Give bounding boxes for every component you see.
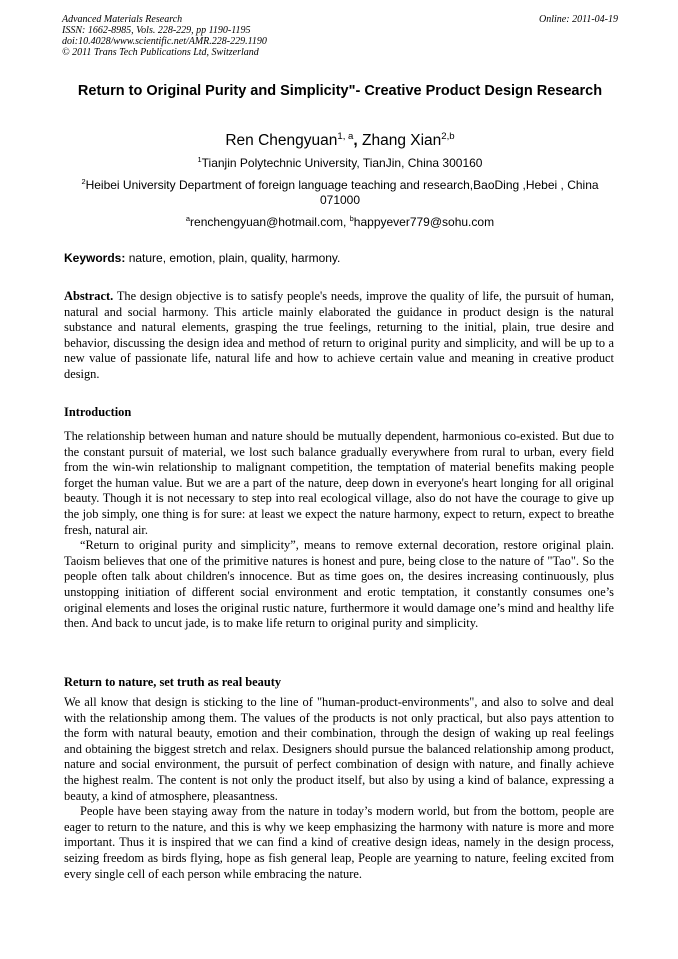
- author-emails: [62, 215, 618, 230]
- keywords: [64, 251, 618, 266]
- paper-title: Return to Original Purity and Simplicity"- Creative Product Design Research: [77, 83, 603, 99]
- journal-header: [62, 14, 618, 58]
- author-line: [62, 131, 618, 151]
- paragraph: We all know that design is sticking to the line of "human-product-environments", and also to solve and deal with the relationship among them. The values of the products is not only practical, but also pays attention to the form with natural beauty, emotion and their combination, through the design of waking up real feelings and obtaining the biggest stretch and relax. Designers should pursue the balanced relationship among product, nature and social environment, the pursuit of perfect combination of design with nature, and finally achieve the highest realm. The content is not only the product itself, but also by using a kind of balance, expressing a beauty, a kind of atmosphere, pleasantness.: [64, 695, 614, 803]
- section-body: [64, 695, 614, 882]
- affiliation-mark: 1: [197, 155, 202, 165]
- affiliation-2: [62, 178, 618, 208]
- keywords-text: nature, emotion, plain, quality, harmony.: [128, 251, 341, 265]
- email-address: renchengyuan@hotmail.com,: [190, 215, 347, 229]
- abstract-text: The design objective is to satisfy people's needs, improve the quality of life, the pursuit of human, natural and social harmony. This article mainly elaborated the guidance in product design is the natural substance and natural elements, grasping the true feelings, returning to the initial, plain, true desire and behavior, discussing the design idea and method of return to original purity and simplicity, and will be up to a new value of passionate life, natural life and how to achieve certain value and meaning in creative product design.: [64, 289, 614, 381]
- affiliation-mark: 2: [81, 177, 86, 187]
- affiliation-1: [62, 156, 618, 171]
- affiliation-text: Heibei University Department of foreign language teaching and research,BaoDing ,Hebei , China 071000: [85, 178, 599, 207]
- section-heading: Introduction: [64, 405, 132, 419]
- journal-name: Advanced Materials Research: [62, 14, 183, 25]
- email-mark: a: [185, 214, 191, 224]
- affiliation-text: Tianjin Polytechnic University, TianJin, China 300160: [201, 156, 483, 170]
- author-name: Ren Chengyuan: [225, 132, 338, 149]
- author-name: Zhang Xian: [362, 132, 442, 149]
- section-body: [64, 429, 614, 632]
- section-heading: Return to nature, set truth as real beauty: [64, 675, 282, 689]
- journal-copyright: © 2011 Trans Tech Publications Ltd, Switzerland: [62, 47, 259, 58]
- email-address: happyever779@sohu.com: [353, 215, 495, 229]
- email-mark: b: [349, 214, 354, 224]
- author-affiliation-mark: 1, a: [337, 130, 354, 142]
- journal-issn: ISSN: 1662-8985, Vols. 228-229, pp 1190-1195: [62, 25, 251, 36]
- paragraph: People have been staying away from the nature in today’s modern world, but from the bottom, people are eager to return to the nature, and this is why we keep emphasizing the harmony with nature is more and more important. Thus it is inspired that we can find a kind of creative design ideas, namely in the design process, seizing freedom as birds flying, hope as fish general leap, People are yearning to nature, feeling excited from every single cell of each person while embracing the nature.: [64, 804, 614, 881]
- online-date: Online: 2011-04-19: [539, 14, 618, 25]
- keywords-label: Keywords:: [64, 251, 126, 265]
- journal-doi: doi:10.4028/www.scientific.net/AMR.228-229.1190: [62, 36, 267, 47]
- abstract: [64, 289, 614, 383]
- author-separator: ,: [353, 132, 358, 149]
- paragraph: “Return to original purity and simplicity”, means to remove external decoration, restore original plain. Taoism believes that one of the primitive natures is honest and pure, being close to the nature of "Tao". So the people often talk about children's innocence. But as time goes on, the desires increasing continuously, plus unstopping initiation of different social environment and erotic temptation, it constantly consumes one’s original elements and loses the original rustic nature, furthermore it would damage one’s mind and healthy life then. And back to uncut jade, is to make life return to original purity and simplicity.: [64, 538, 614, 631]
- author-affiliation-mark: 2,b: [441, 130, 455, 142]
- paragraph: The relationship between human and nature should be mutually dependent, harmonious co-existed. But due to the constant pursuit of material, we lost such balance gradually everywhere from rural to urban, every field from the win-win relationship to malignant competition, the temptation of material benefits making people forget the human value. But we are a part of the nature, deep down in everyone's heart longing for all original beauty. Though it is not necessary to step into real ecological village, also do not have the courage to give up the job simply, one thing is for sure: at least we expect the nature harmony, expect to return, expect to breathe fresh, natural air.: [64, 429, 614, 537]
- abstract-label: Abstract.: [64, 289, 114, 303]
